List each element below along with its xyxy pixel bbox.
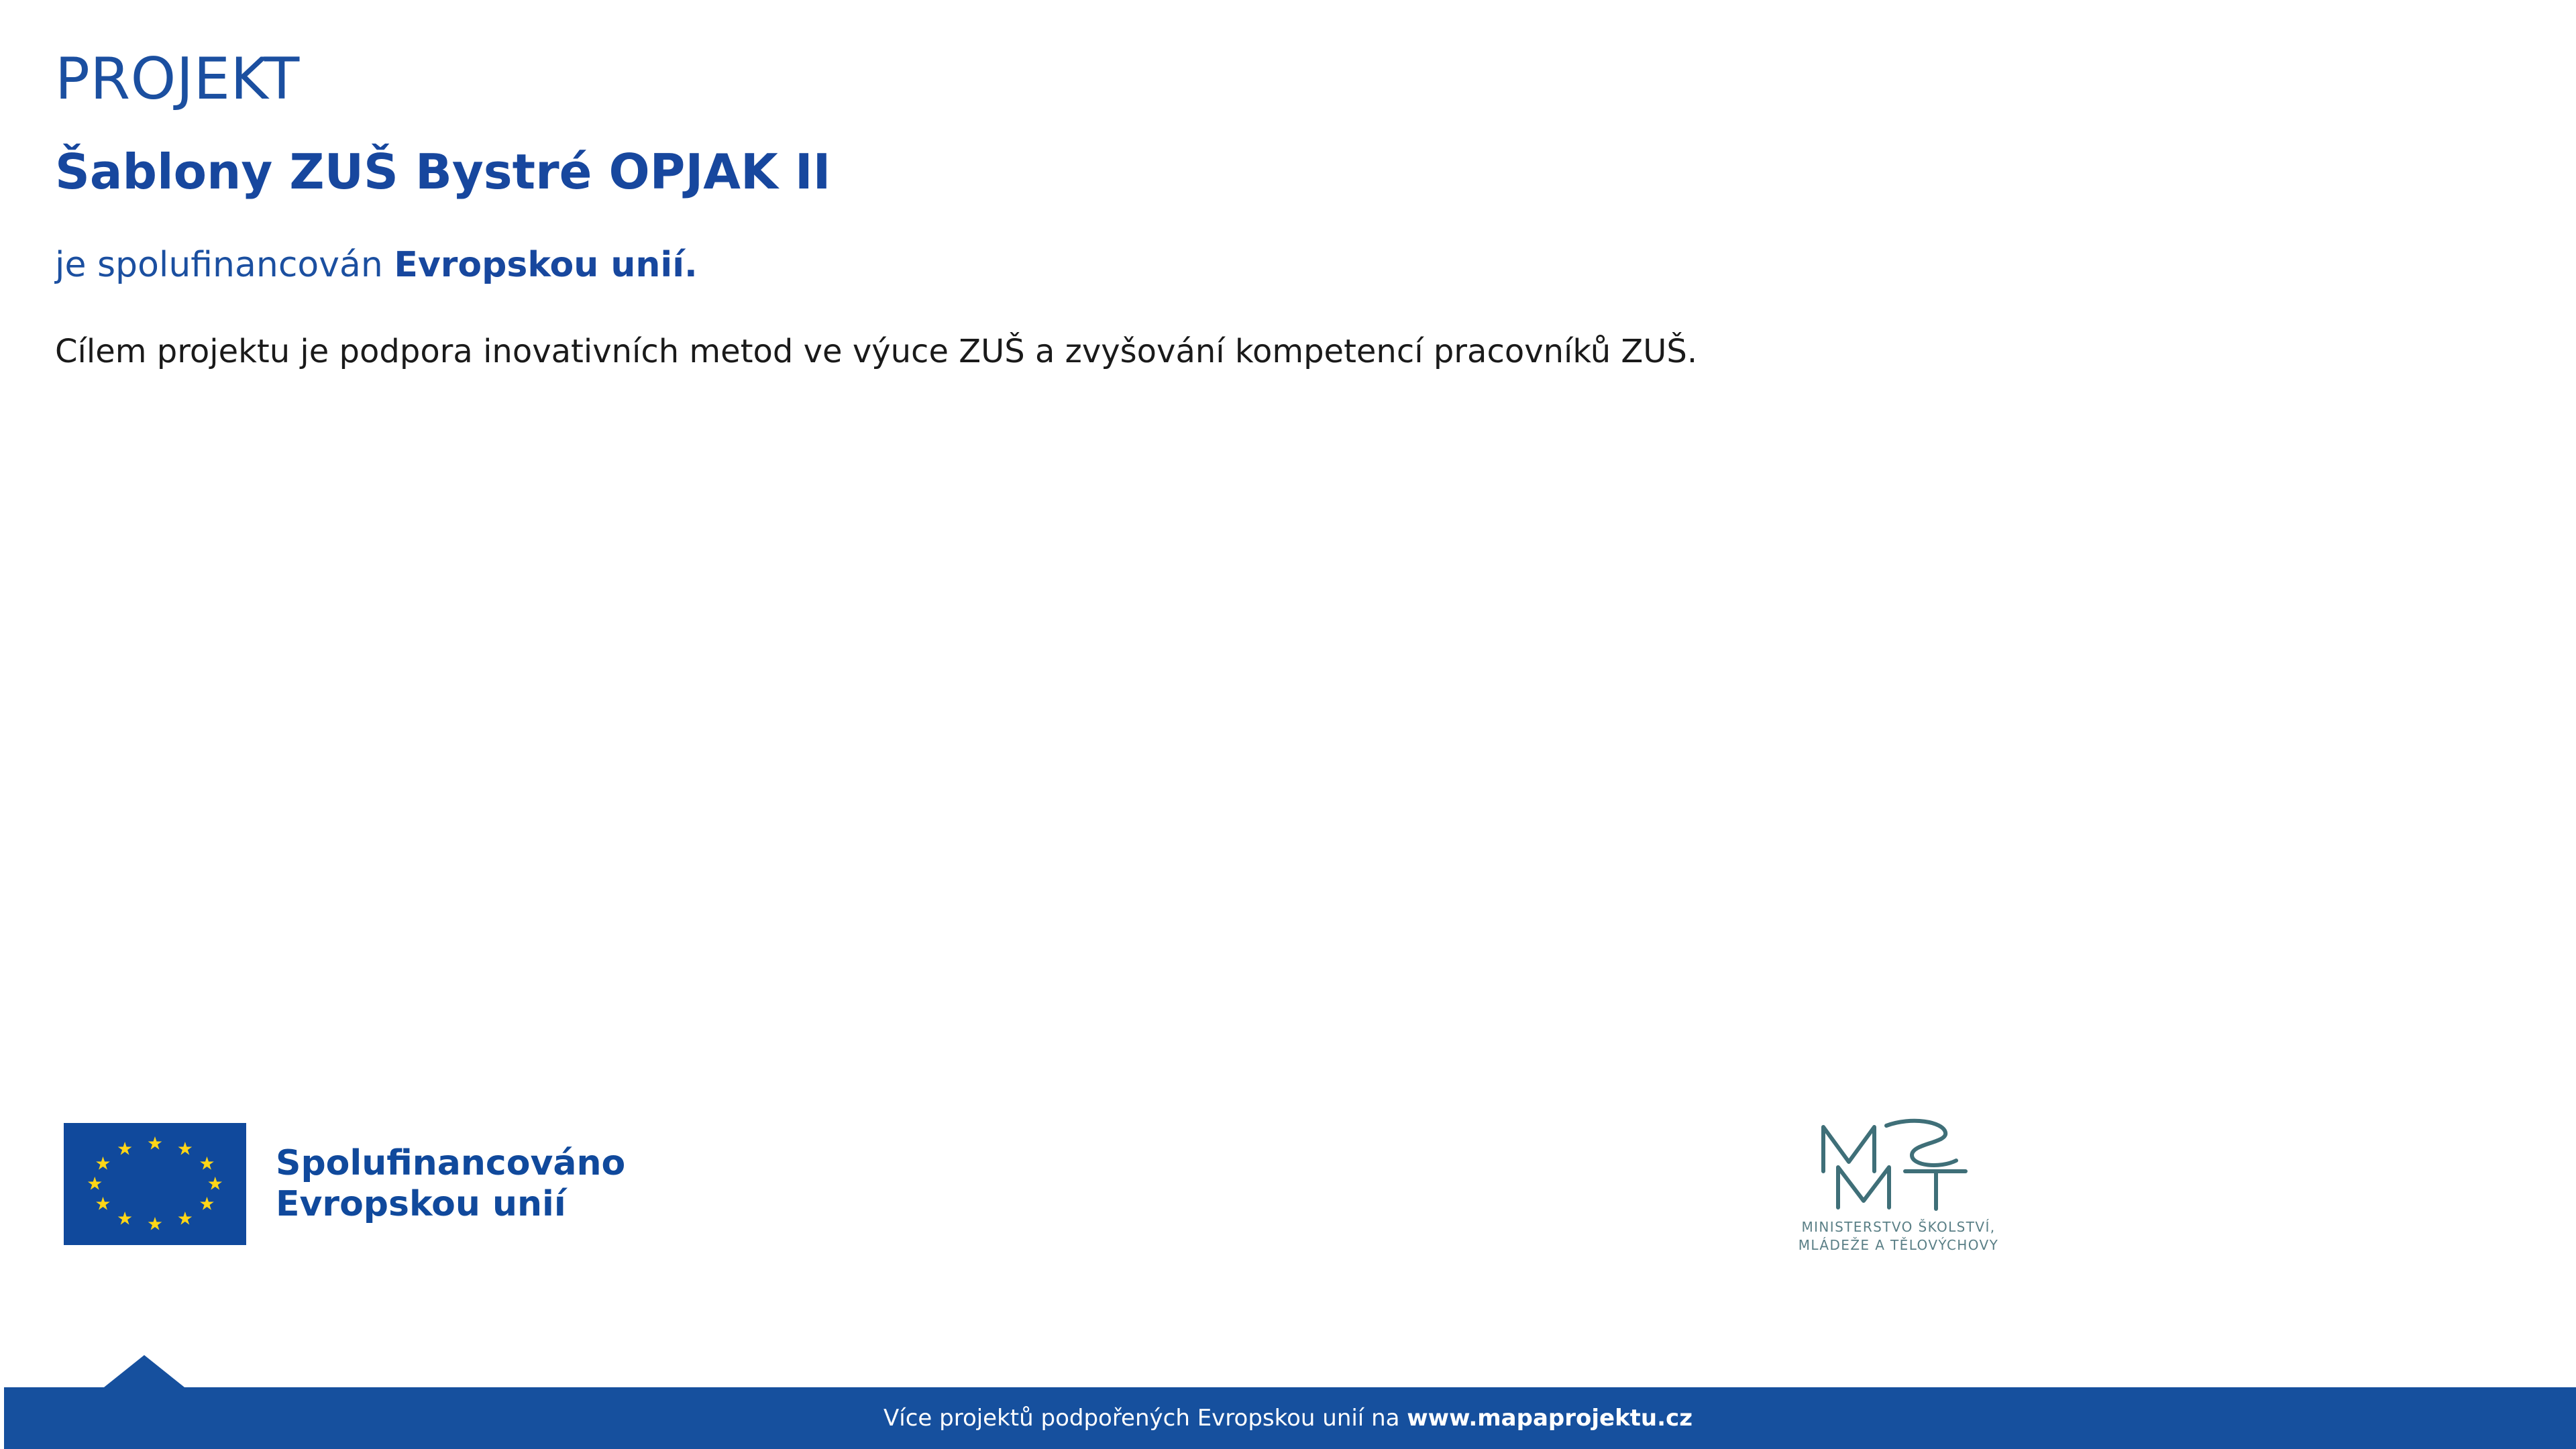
cofinanced-strong: Evropskou unií. xyxy=(394,244,698,285)
msmt-subtitle-line1: MINISTERSTVO ŠKOLSTVÍ, xyxy=(1801,1219,1996,1235)
eu-star-icon: ★ xyxy=(146,1214,164,1235)
project-description: Cílem projektu je podpora inovativních metod ve výuce ZUŠ a zvyšování kompetencí pracovníků ZUŠ. xyxy=(55,332,1698,370)
eu-star-icon: ★ xyxy=(117,1208,133,1230)
text-content-block xyxy=(55,46,2522,372)
msmt-subtitle xyxy=(1758,1218,2039,1254)
page-kicker: PROJEKT xyxy=(55,46,300,113)
eu-star-icon: ★ xyxy=(199,1153,215,1175)
bottom-bar-url[interactable]: www.mapaprojektu.cz xyxy=(1407,1405,1693,1432)
bottom-bar-text xyxy=(883,1407,1693,1430)
eu-star-icon: ★ xyxy=(176,1208,193,1230)
eu-flag-icon xyxy=(64,1123,246,1245)
eu-star-icon: ★ xyxy=(207,1173,223,1195)
cofinanced-line xyxy=(55,246,2522,284)
eu-logo xyxy=(64,1123,625,1245)
eu-star-icon: ★ xyxy=(176,1138,193,1160)
eu-star-icon: ★ xyxy=(146,1133,164,1155)
left-edge-strip xyxy=(0,0,4,1449)
eu-logo-line2: Evropskou unií xyxy=(276,1184,566,1224)
eu-star-icon: ★ xyxy=(117,1138,133,1160)
msmt-monogram-icon xyxy=(1758,1114,2039,1214)
bottom-bar xyxy=(0,1387,2576,1449)
eu-star-icon: ★ xyxy=(199,1193,215,1215)
eu-logo-line1: Spolufinancováno xyxy=(276,1143,626,1184)
eu-star-icon: ★ xyxy=(87,1173,103,1195)
bottom-bar-notch xyxy=(104,1355,184,1387)
cofinanced-prefix: je spolufinancován xyxy=(55,244,394,285)
eu-star-icon: ★ xyxy=(95,1193,111,1215)
page-title: Šablony ZUŠ Bystré OPJAK II xyxy=(55,144,831,200)
eu-star-icon: ★ xyxy=(95,1153,111,1175)
logos-row xyxy=(0,1100,2576,1275)
msmt-logo xyxy=(1758,1114,2039,1254)
eu-logo-text xyxy=(276,1143,625,1225)
msmt-subtitle-line2: MLÁDEŽE A TĚLOVÝCHOVY xyxy=(1798,1237,1999,1253)
bottom-bar-prefix: Více projektů podpořených Evropskou unií na xyxy=(883,1405,1407,1432)
